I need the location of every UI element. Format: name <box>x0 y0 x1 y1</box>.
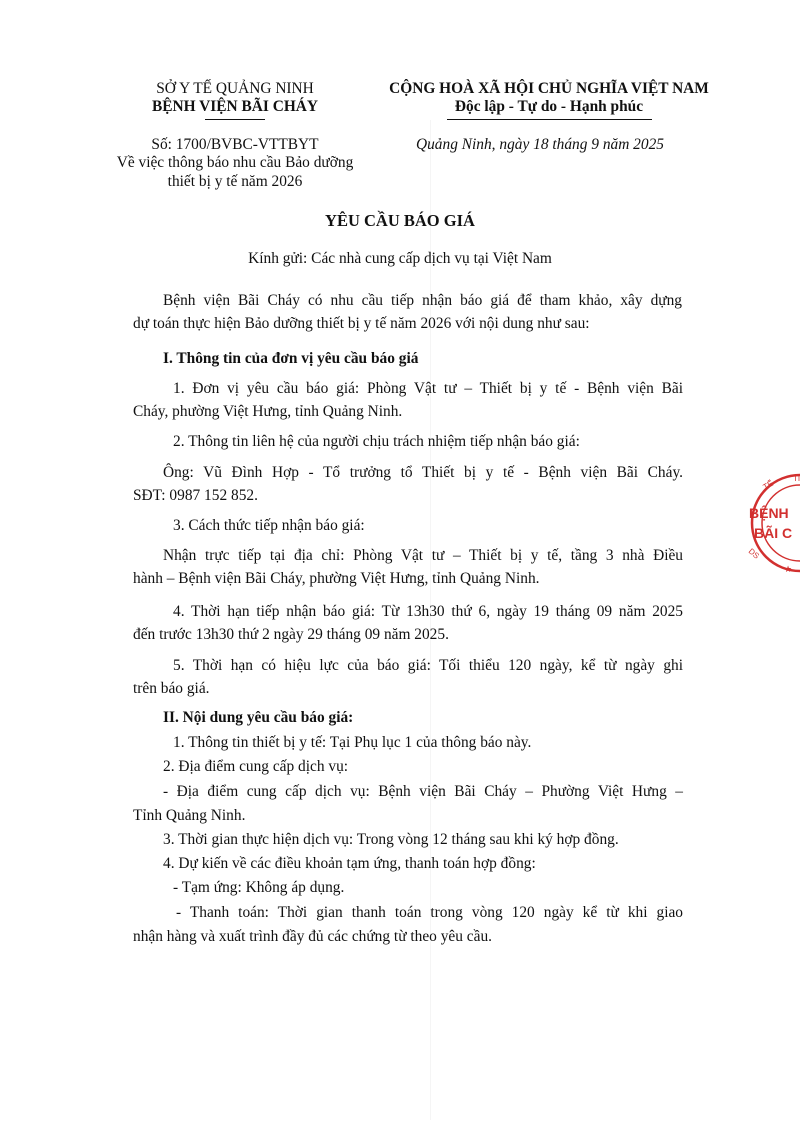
s2-item1: 1. Thông tin thiết bị y tế: Tại Phụ lục 1 của thông báo này. <box>173 734 532 751</box>
stamp-star: ★ <box>784 564 793 574</box>
stamp-text-2: BÃI C <box>754 525 793 541</box>
s1-item4-line1: 4. Thời hạn tiếp nhận báo giá: Từ 13h30 thứ 6, ngày 19 tháng 09 năm 2025 <box>173 603 683 620</box>
stamp-inner-ring <box>762 485 800 561</box>
document-title: YÊU CẦU BÁO GIÁ <box>325 211 475 230</box>
advance-line: - Tạm ứng: Không áp dụng. <box>173 879 345 896</box>
s2-item4: 4. Dự kiến về các điều khoản tạm ứng, thanh toán hợp đồng: <box>163 855 536 872</box>
s1-item1-line2: Cháy, phường Việt Hưng, tỉnh Quảng Ninh. <box>133 403 403 420</box>
header-right <box>374 80 724 120</box>
stamp-arc-mark-2: TI <box>793 474 800 483</box>
contact-line-2: SĐT: 0987 152 852. <box>133 487 258 504</box>
doc-reference <box>90 136 380 191</box>
stamp-outer-ring <box>752 475 800 571</box>
stamp-graphic <box>720 468 800 588</box>
doc-number: Số: 1700/BVBC-VTTBYT <box>151 136 319 153</box>
s2-item3: 3. Thời gian thực hiện dịch vụ: Trong vòng 12 tháng sau khi ký hợp đồng. <box>163 831 619 848</box>
s1-item3: 3. Cách thức tiếp nhận báo giá: <box>173 517 365 534</box>
stamp-text-1: BỆNH <box>749 505 789 521</box>
s1-item5-line1: 5. Thời hạn có hiệu lực của báo giá: Tối thiểu 120 ngày, kể từ ngày ghi <box>173 657 683 674</box>
subject-line-1: Về việc thông báo nhu cầu Bảo dưỡng <box>116 154 354 172</box>
national-motto: Độc lập - Tự do - Hạnh phúc <box>454 98 644 116</box>
intro-line-2: dự toán thực hiện Bảo dưỡng thiết bị y tế năm 2026 với nội dung như sau: <box>133 315 590 332</box>
country-name: CỘNG HOÀ XÃ HỘI CHỦ NGHĨA VIỆT NAM <box>389 80 709 97</box>
s1-item1-line1: 1. Đơn vị yêu cầu báo giá: Phòng Vật tư – Thiết bị y tế - Bệnh viện Bãi <box>173 380 683 397</box>
intro-line-1: Bệnh viện Bãi Cháy có nhu cầu tiếp nhận báo giá để tham khảo, xây dựng <box>163 292 682 309</box>
department-name: SỞ Y TẾ QUẢNG NINH <box>156 80 314 97</box>
s1-item4-line2: đến trước 13h30 thứ 2 ngày 29 tháng 09 năm 2025. <box>133 626 449 643</box>
location-line-1: - Địa điểm cung cấp dịch vụ: Bệnh viện Bãi Cháy – Phường Việt Hưng – <box>163 783 683 800</box>
recipient-line: Kính gửi: Các nhà cung cấp dịch vụ tại Việt Nam <box>248 250 552 267</box>
section1-heading: I. Thông tin của đơn vị yêu cầu báo giá <box>163 350 419 367</box>
s1-item2: 2. Thông tin liên hệ của người chịu trách nhiệm tiếp nhận báo giá: <box>173 433 580 450</box>
payment-line-1: - Thanh toán: Thời gian thanh toán trong vòng 120 ngày kể từ khi giao <box>176 904 683 921</box>
receive-line-2: hành – Bệnh viện Bãi Cháy, phường Việt Hưng, tỉnh Quảng Ninh. <box>133 570 540 587</box>
place-date: Quảng Ninh, ngày 18 tháng 9 năm 2025 <box>416 136 664 153</box>
motto-underline <box>447 119 652 120</box>
stamp-arc-mark-1: TẾ <box>761 478 775 492</box>
contact-line-1: Ông: Vũ Đình Hợp - Tổ trưởng tổ Thiết bị y tế - Bệnh viện Bãi Cháy. <box>163 464 683 481</box>
section2-heading: II. Nội dung yêu cầu báo giá: <box>163 709 354 726</box>
s1-item5-line2: trên báo giá. <box>133 680 210 697</box>
header-left <box>110 80 360 120</box>
subject-line-2: thiết bị y tế năm 2026 <box>167 172 303 190</box>
stamp-arc-mark-3: DS <box>746 546 762 561</box>
payment-line-2: nhận hàng và xuất trình đầy đủ các chứng từ theo yêu cầu. <box>133 928 493 945</box>
hospital-name: BỆNH VIỆN BÃI CHÁY <box>151 98 319 116</box>
receive-line-1: Nhận trực tiếp tại địa chỉ: Phòng Vật tư – Thiết bị y tế, tầng 3 nhà Điều <box>163 547 683 564</box>
s2-item2: 2. Địa điểm cung cấp dịch vụ: <box>163 758 349 775</box>
official-stamp <box>720 468 800 588</box>
location-line-2: Tỉnh Quảng Ninh. <box>133 807 246 824</box>
hospital-underline <box>205 119 265 120</box>
